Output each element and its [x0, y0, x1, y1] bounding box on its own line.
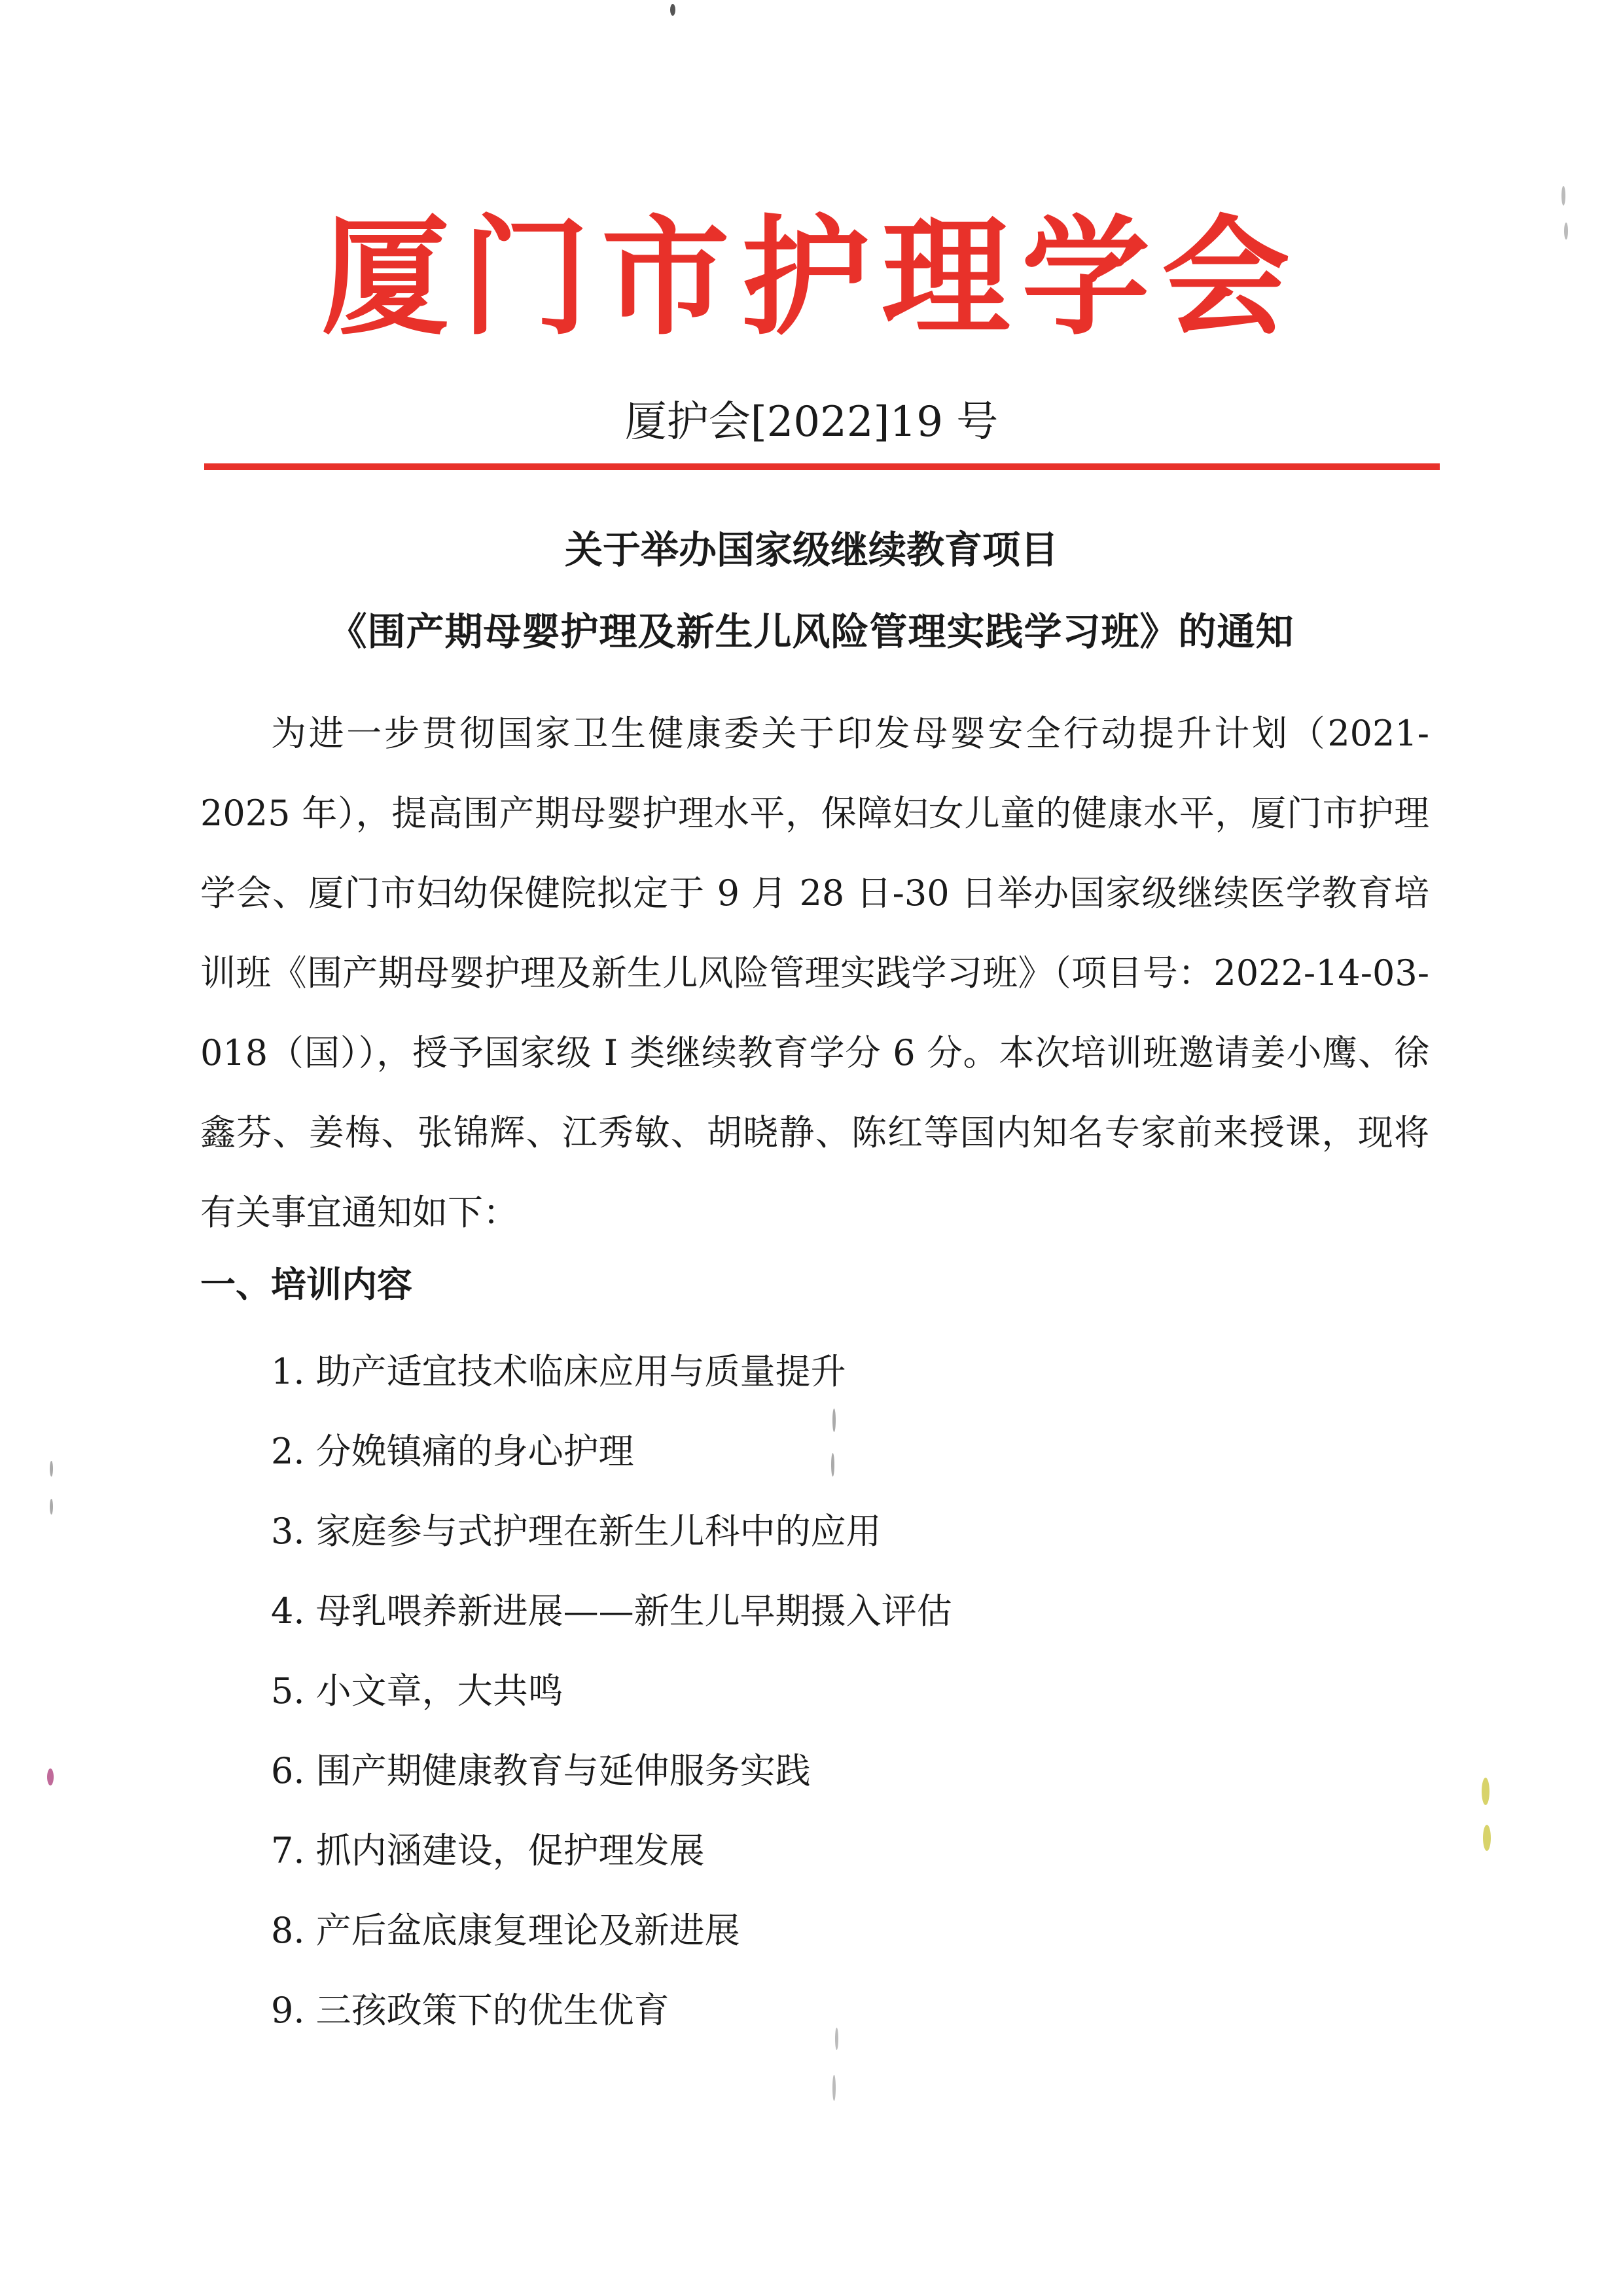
- training-content-list: [271, 1332, 952, 2051]
- list-item: 3. 家庭参与式护理在新生儿科中的应用: [271, 1511, 882, 1552]
- scan-speck: [50, 1461, 53, 1477]
- list-item: 2. 分娩镇痛的身心护理: [271, 1431, 634, 1472]
- list-item: 4. 母乳喂养新进展——新生儿早期摄入评估: [271, 1590, 952, 1632]
- scan-speck: [50, 1499, 53, 1515]
- scan-speck: [1564, 223, 1568, 240]
- scan-speck: [670, 4, 675, 16]
- scan-speck: [47, 1768, 54, 1785]
- list-item: 8. 产后盆底康复理论及新进展: [271, 1910, 740, 1951]
- red-divider-rule: [204, 463, 1440, 470]
- organization-masthead: 厦门市护理学会: [321, 204, 1302, 353]
- list-item: 6. 围产期健康教育与延伸服务实践: [271, 1750, 811, 1791]
- scan-speck: [831, 1453, 834, 1477]
- list-item: 9. 三孩政策下的优生优育: [271, 1990, 669, 2031]
- scan-speck: [1483, 1825, 1491, 1851]
- scan-speck: [1561, 186, 1565, 206]
- list-item: 5. 小文章，大共鸣: [271, 1670, 563, 1712]
- scan-speck: [1482, 1778, 1489, 1805]
- scan-speck: [835, 2028, 838, 2050]
- list-item: 1. 助产适宜技术临床应用与质量提升: [271, 1351, 846, 1392]
- notice-title-line-1: 关于举办国家级继续教育项目: [564, 528, 1058, 572]
- list-item: 7. 抓内涵建设，促护理发展: [271, 1830, 705, 1871]
- intro-paragraph: 为进一步贯彻国家卫生健康委关于印发母婴安全行动提升计划（2021-2025 年），提高围产期母婴护理水平，保障妇女儿童的健康水平，厦门市护理学会、厦门市妇幼保健院拟定于 9 月 28 日-30 日举办国家级继续医学教育培训班《围产期母婴护理及新生儿风险管理实践学习班》（项目号：2022-14-03-018（国）），授予国家级 I 类继续教育学分 6 分。本次培训班邀请姜小鹰、徐鑫芬、姜梅、张锦辉、江秀敏、胡晓静、陈红等国内知名专家前来授课，现将有关事宜通知如下：: [200, 713, 1429, 1233]
- section-heading-training-content: 一、培训内容: [200, 1264, 412, 1305]
- notice-title-line-2: 《围产期母婴护理及新生儿风险管理实践学习班》的通知: [329, 609, 1294, 654]
- notice-body: [200, 694, 1429, 1253]
- document-number: 厦护会[2022]19 号: [624, 398, 999, 446]
- scan-speck: [832, 2075, 836, 2101]
- scan-speck: [832, 1408, 836, 1432]
